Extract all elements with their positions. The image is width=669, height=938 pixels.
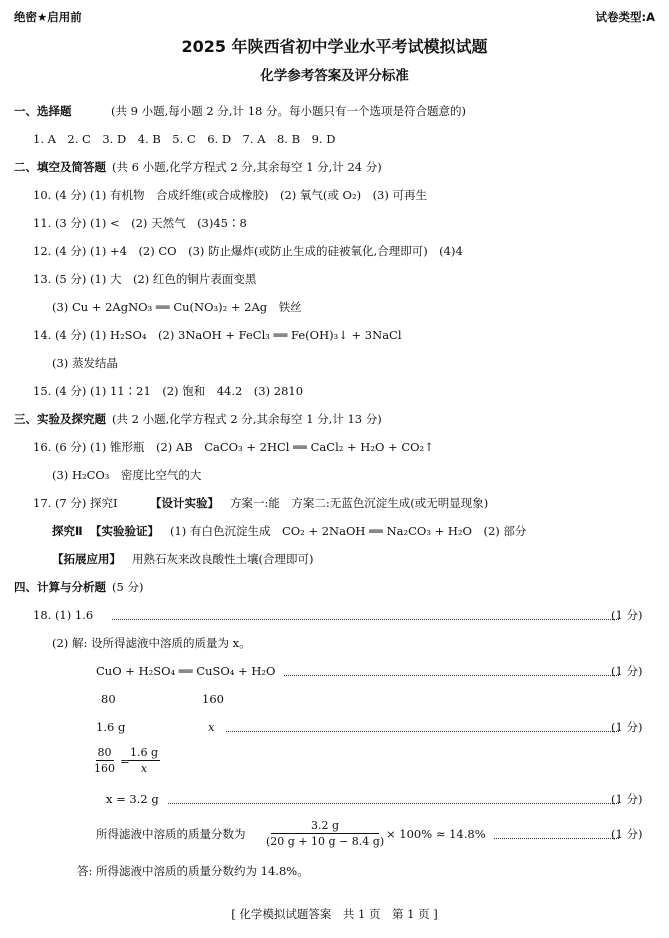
q17-design-answer: 方案一:能 方案二:无蓝色沉淀生成(或无明显现象) xyxy=(230,496,489,510)
q17-verify-answer: (1) 有白色沉淀生成 CO₂ + 2NaOH ══ Na₂CO₃ + H₂O (2) 部分 xyxy=(170,524,527,538)
molar-mass-cuso4: 160 xyxy=(202,692,224,706)
q18-part-2-setup: (2) 解: 设所得滤液中溶质的质量为 x。 xyxy=(52,636,251,650)
leader-dots xyxy=(112,618,619,620)
section-1-note: (共 9 小题,每小题 2 分,计 18 分。每小题只有一个选项是符合题意的) xyxy=(111,104,466,118)
section-2-title: 二、填空及简答题 xyxy=(14,160,106,174)
section-2-note: (共 6 小题,化学方程式 2 分,其余每空 1 分,计 24 分) xyxy=(112,160,382,174)
page-footer: [ 化学模拟试题答案 共 1 页 第 1 页 ] xyxy=(231,907,438,921)
section-3-note: (共 2 小题,化学方程式 2 分,其余每空 1 分,计 13 分) xyxy=(112,412,382,426)
ratio-denominator-right: x xyxy=(140,762,148,775)
section-1-title: 一、选择题 xyxy=(14,104,72,118)
leader-dots xyxy=(284,674,619,676)
mass-cuo: 1.6 g xyxy=(96,720,126,734)
q17-extend-answer: 用熟石灰来改良酸性土壤(合理即可) xyxy=(132,552,314,566)
q12-answer: 12. (4 分) (1) +4 (2) CO (3) 防止爆炸(或防止生成的硅被氧化,合理即可) (4)4 xyxy=(33,244,463,258)
score-point: (1 分) xyxy=(611,664,643,678)
ratio-fraction-right xyxy=(128,746,160,775)
percentage-denominator: (20 g + 10 g − 8.4 g) xyxy=(266,835,385,848)
page-subtitle: 化学参考答案及评分标准 xyxy=(260,68,409,84)
final-answer: 答: 所得滤液中溶质的质量分数约为 14.8%。 xyxy=(77,864,309,878)
leader-dots xyxy=(494,837,619,839)
section-3-title: 三、实验及探究题 xyxy=(14,412,106,426)
q17-label: 17. (7 分) 探究Ⅰ xyxy=(33,496,118,510)
q13-answer-line-1: 13. (5 分) (1) 大 (2) 红色的铜片表面变黑 xyxy=(33,272,257,286)
percentage-numerator: 3.2 g xyxy=(271,819,379,834)
ratio-equals: = xyxy=(120,754,130,768)
page-title: 2025 年陕西省初中学业水平考试模拟试题 xyxy=(181,37,488,56)
molar-mass-cuo: 80 xyxy=(101,692,116,706)
q17-design-heading: 【设计实验】 xyxy=(150,496,219,510)
paper-type-label: 试卷类型:A xyxy=(595,10,655,24)
q17-verify-heading: 【实验验证】 xyxy=(90,524,159,538)
ratio-fraction-left xyxy=(94,746,115,775)
section-4-note: (5 分) xyxy=(112,580,144,594)
ratio-numerator-left: 80 xyxy=(97,746,112,759)
ratio-numerator-right: 1.6 g xyxy=(130,746,159,759)
q13-answer-line-2: (3) Cu + 2AgNO₃ ══ Cu(NO₃)₂ + 2Ag 铁丝 xyxy=(52,300,302,314)
mass-x: x xyxy=(208,720,215,734)
secret-label: 绝密★启用前 xyxy=(14,10,82,24)
chemical-equation: CuO + H₂SO₄ ══ CuSO₄ + H₂O xyxy=(96,664,276,678)
score-point: (1 分) xyxy=(611,792,643,806)
percentage-result: × 100% ≈ 14.8% xyxy=(386,827,486,841)
q14-answer-line-1: 14. (4 分) (1) H₂SO₄ (2) 3NaOH + FeCl₃ ══ Fe(OH)₃↓ + 3NaCl xyxy=(33,328,402,342)
q14-answer-line-2: (3) 蒸发结晶 xyxy=(52,356,118,370)
percentage-fraction xyxy=(266,819,384,848)
q16-answer-line-1: 16. (6 分) (1) 锥形瓶 (2) AB CaCO₃ + 2HCl ══ CaCl₂ + H₂O + CO₂↑ xyxy=(33,440,434,454)
section-1-answers: 1. A 2. C 3. D 4. B 5. C 6. D 7. A 8. B 9. D xyxy=(33,132,336,146)
ratio-denominator-left: 160 xyxy=(94,762,115,775)
q18-part-1-answer: 18. (1) 1.6 xyxy=(33,608,94,622)
section-4-title: 四、计算与分析题 xyxy=(14,580,106,594)
q17-explore-2-label: 探究Ⅱ xyxy=(52,524,83,538)
percentage-label: 所得滤液中溶质的质量分数为 xyxy=(96,827,246,841)
q15-answer: 15. (4 分) (1) 11∶21 (2) 饱和 44.2 (3) 2810 xyxy=(33,384,304,398)
q10-answer: 10. (4 分) (1) 有机物 合成纤维(或合成橡胶) (2) 氧气(或 O₂) (3) 可再生 xyxy=(33,188,428,202)
q11-answer: 11. (3 分) (1) < (2) 天然气 (3)45∶8 xyxy=(33,216,247,230)
score-point: (1 分) xyxy=(611,608,643,622)
leader-dots xyxy=(168,802,619,804)
leader-dots xyxy=(226,730,619,732)
score-point: (1 分) xyxy=(611,827,643,841)
q17-extend-heading: 【拓展应用】 xyxy=(52,552,121,566)
x-value: x = 3.2 g xyxy=(106,792,159,806)
score-point: (1 分) xyxy=(611,720,643,734)
q16-answer-line-2: (3) H₂CO₃ 密度比空气的大 xyxy=(52,468,202,482)
